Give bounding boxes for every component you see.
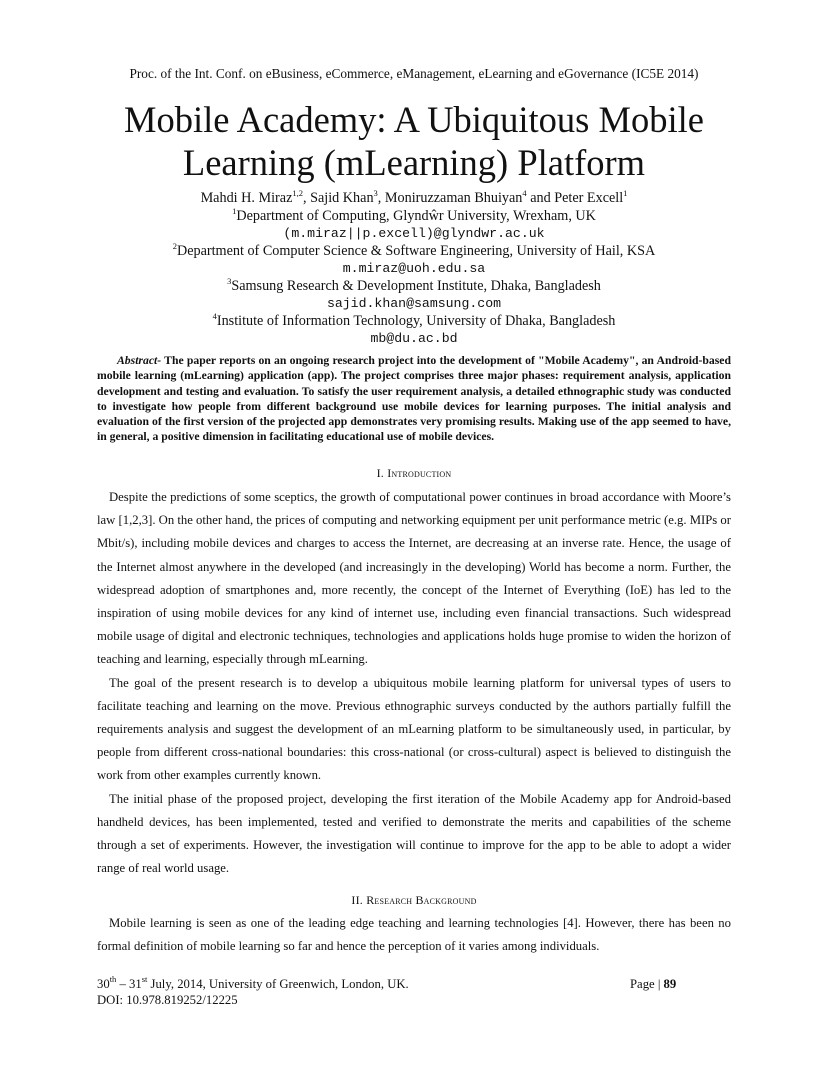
author-3-affil: 4 [522, 188, 527, 198]
author-names [60, 190, 768, 208]
affiliation-3: $^3$Samsung Research & Development Institute, Dhaka, Bangladesh [227, 275, 601, 294]
affiliation-1: $^1$Department of Computing, Glyndŵr University, Wrexham, UK [232, 205, 596, 224]
email-2: m.miraz@uoh.edu.sa [342, 261, 486, 276]
author-2: , Sajid Khan [303, 190, 374, 206]
paragraph: The goal of the present research is to develop a ubiquitous mobile learning platform for universal types of users to facilitate teaching and learning on the move. Previous ethnographic surveys conducted by the authors partially fulfill the requirements analysis and suggest the development of an mLearning platform to be simultaneously used, in particular, by people from different cross-national boundaries: this cross-national (or cross-cultural) aspect is believed to distinguish the work from other examples currently known. [97, 675, 731, 783]
author-3: , Moniruzzaman Bhuiyan [377, 190, 523, 206]
page-number: Page | 89 [630, 977, 677, 991]
affiliation-4: $^4$Institute of Information Technology, University of Dhaka, Bangladesh [212, 310, 616, 329]
footer-left [97, 976, 409, 1008]
author-4-affil: 1 [623, 188, 628, 198]
section-1-heading: I. Introduction [376, 466, 452, 480]
doi: DOI: 10.978.819252/12225 [97, 993, 238, 1007]
author-4: and Peter Excell [526, 190, 624, 206]
section-1-body [97, 486, 731, 880]
paragraph: The initial phase of the proposed project, developing the first iteration of the Mobile Academy app for Android-based handheld devices, has been implemented, tested and verified to demonstrate the merits and capabilities of the scheme through a set of experiments. However, the investigation will continue to improve for the app to be able to adopt a wider range of real world usage. [97, 791, 731, 876]
email-1: (m.miraz||p.excell)@glyndwr.ac.uk [283, 226, 545, 241]
abstract [97, 353, 731, 445]
conference-date: 30th – 31st July, 2014, University of Greenwich, London, UK. [97, 974, 409, 991]
author-2-affil: 3 [373, 188, 378, 198]
title-line-1: Mobile Academy: A Ubiquitous Mobile [124, 99, 704, 140]
section-2-body [97, 912, 731, 958]
email-4: mb@du.ac.bd [370, 331, 458, 346]
author-1: Mahdi H. Miraz [200, 190, 293, 206]
affiliation-2: $^2$Department of Computer Science & Software Engineering, University of Hail, KSA [172, 240, 656, 259]
author-1-affil: 1,2 [292, 188, 303, 198]
author-block [60, 190, 768, 348]
paragraph: Despite the predictions of some sceptics, the growth of computational power continues in broad accordance with Moore’s law [1,2,3]. On the other hand, the prices of computing and networking equipment per unit performance metric (e.g. MIPs or Mbit/s), including mobile devices and charges to access the Internet, are decreasing at an inverse rate. Hence, the usage of the Internet almost anywhere in the developed (and increasingly in the developing) World has become a norm. Further, the widespread adoption of smartphones and, more recently, the concept of the Internet of Everything (IoE) has led to the inspiration of using mobile devices for any kind of internet use, including even financial transactions. Such widespread mobile usage of digital and electronic techniques, technologies and applications holds huge promise to widen the horizon of teaching and learning, especially through mLearning. [97, 490, 731, 667]
abstract-label: Abstract- [117, 354, 162, 367]
paragraph: Mobile learning is seen as one of the leading edge teaching and learning technologies [4]. However, there has been no formal definition of mobile learning so far and hence the perception of it varies among individuals. [97, 916, 731, 954]
abstract-text: The paper reports on an ongoing research project into the development of "Mobile Academy", an Android-based mobile learning (mLearning) application (app). The project comprises three major phases: requirement analysis, application development and testing and evaluation. To satisfy the user requirement analysis, a detailed ethnographic study was conducted to investigate how people from different background use mobile devices for learning purposes. The initial analysis and evaluation of the first version of the projected app demonstrates very promising results. Making use of the app seemed to have, in general, a positive dimension in facilitating educational use of mobile devices. [97, 354, 731, 444]
email-3: sajid.khan@samsung.com [326, 296, 502, 311]
title-line-2: Learning (mLearning) Platform [182, 142, 646, 183]
running-head: Proc. of the Int. Conf. on eBusiness, eCommerce, eManagement, eLearning and eGovernance (IC5E 2014) [129, 66, 699, 81]
paper-title [60, 98, 768, 184]
section-2-heading: II. Research Background [351, 893, 477, 907]
